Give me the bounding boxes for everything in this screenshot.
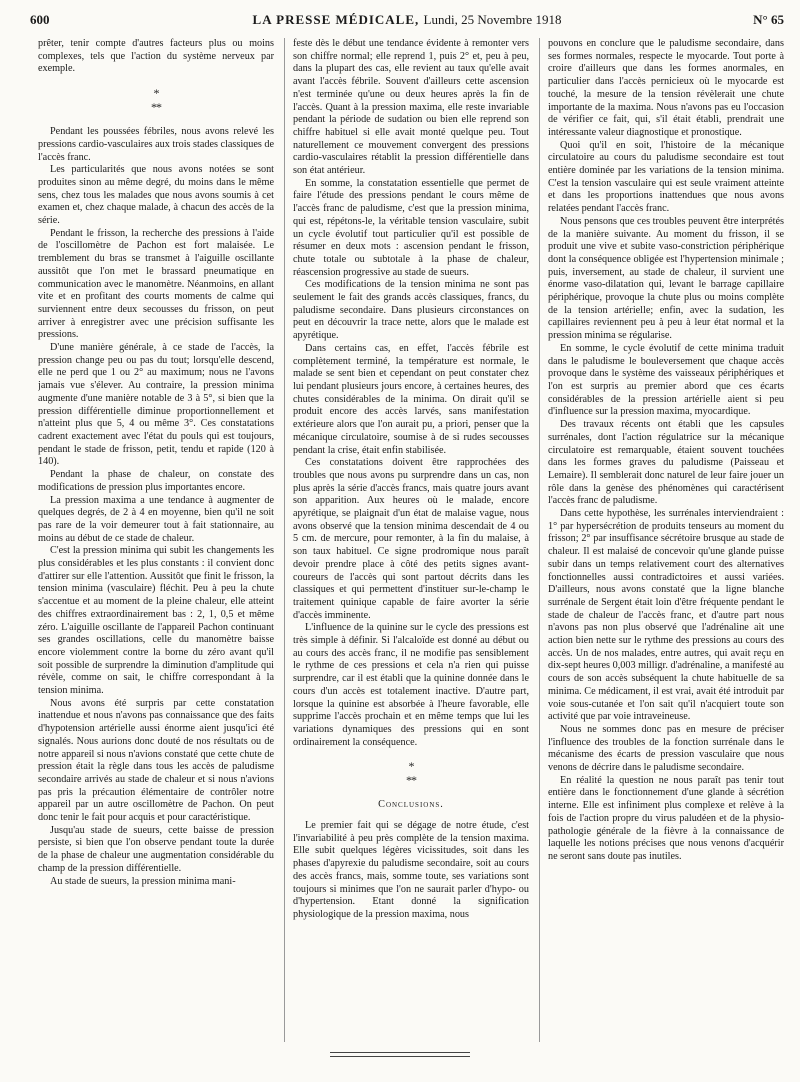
issue-number: N° 65: [753, 12, 784, 27]
issue-date: Lundi, 25 Novembre 1918: [423, 12, 562, 27]
page-number: 600: [30, 12, 50, 27]
paragraph: Nous avons été surpris par cette constatation inattendue et nous n'avons pas connaissance que des faits d'hypotension artérielle aussi énorme aient jusqu'ici été signalés. Nous aurions donc douté de nos résultats ou de notre appareil si nous n'avions constaté que cette chute de pression était la règle dans tous les accès de paludisme secondaire arrivés au stade de chaleur et si nous n'avions pas pris la précaution élémentaire de contrôler notre appareil par un autre oscillomètre de Pachon. On peut donc tenir le fait pour acquis et pour caractéristique.: [38, 697, 274, 824]
paragraph: Ces modifications de la tension minima ne sont pas seulement le fait des grands accès classiques, francs, du paludisme secondaire. Dans plusieurs circonstances on peut en découvrir la trace nette, alors que le malade est apyrétique.: [293, 279, 529, 342]
paragraph: Le premier fait qui se dégage de notre étude, c'est l'invariabilité à peu près complète de la tension maxima. Elle subit quelques légères vicissitudes, soit dans les phases d'apyrexie du paludisme secondaire, soit au cours des accès francs, mais, somme toute, ses variations sont toujours si minimes que l'on ne saurait parler d'hypo- ou d'hypertension. Etant donné la signification physiologique de la pression maxima, nous: [293, 820, 529, 920]
paragraph: Nous pensons que ces troubles peuvent être interprétés de la manière suivante. Au moment du frisson, il se produit une vive et subite vaso-constriction périphérique dont la conséquence obligée est l'hypertension minimale ; puis, inversement, au stade de chaleur, il survient une énorme vaso-dilatation qui, levant le barrage capillaire périphérique, provoque la chute plus ou moins complète de la tension artérielle; enfin, avec la sudation, les capillaires reviennent peu à peu à leur état normal et la pression minima se régularise.: [548, 215, 784, 342]
paragraph: Quoi qu'il en soit, l'histoire de la mécanique circulatoire au cours du paludisme secondaire est tout entière dominée par les variations de la tension minima. C'est la tension vasculaire qui est seule vraiment atteinte et dans les proportions inattendues que nous avons relatées pendant l'accès franc.: [548, 139, 784, 215]
paragraph: Au stade de sueurs, la pression minima mani-: [50, 875, 236, 887]
paragraph: D'une manière générale, à ce stade de l'accès, la pression change peu ou pas du tout; lorsqu'elle descend, elle ne perd que 1 ou 2° au maximum; nous ne l'avons jamais vue s'élever. Au contraire, la pression minima augmente d'une manière notable de 3 à 5°, si bien que la pression différentielle diminue proportionnellement et n'atteint plus que 5, 4 ou même 3°. Ces constatations cadrent exactement avec l'état du pouls qui est toujours, pendant le stade de frisson, petit, tendu et rapide (120 à 140).: [38, 342, 274, 468]
section-separator-asterism: * **: [406, 759, 416, 788]
paragraph: Pendant le frisson, la recherche des pressions à l'aide de l'oscillomètre de Pachon est fort malaisée. Le tremblement du bras se transmet à l'aiguille oscillante aussitôt que l'on met le brassard pneumatique en communication avec le manomètre. Néanmoins, en allant vite et en profitant des courts moments de calme qui surviennent entre deux secousses du frisson, on peut arriver à enregistrer avec une précision suffisante les pressions.: [38, 227, 274, 341]
paragraph: En réalité la question ne nous paraît pas tenir tout entière dans le fonctionnement d'une glande à sécrétion interne. Elle est infiniment plus complexe et relève à la fois de l'action propre du virus paludéen et de la physio-pathologie générale de la fièvre à la connaissance de laquelle les notions précises que nous venons d'acquérir ne seront sans doute pas inutiles.: [548, 774, 784, 862]
paragraph: C'est la pression minima qui subit les changements les plus considérables et les plus constants : il convient donc d'attirer sur elle l'attention. Aussitôt que finit le frisson, la tension minima (vasculaire) fléchit. Peu à peu la chute s'accentue et au moment de la pleine chaleur, elle atteint des chiffres extraordinairement bas : 2, 1, 0,5 et même zéro. L'aiguille oscillante de l'appareil Pachon continuant ses grandes oscillations, celle du manomètre baisse encore violemment contre la borne du zéro avant qu'il soit possible de surprendre la diminution d'amplitude qui révèle, comme on sait, le chiffre correspondant à la tension minima.: [38, 545, 274, 697]
paragraph: Dans cette hypothèse, les surrénales interviendraient : 1° par hypersécrétion de produits tenseurs au moment du frisson; 2° par insuffisance sécrétoire brusque au stade de chaleur. Il est malaisé de concevoir qu'une glande puisse subir dans un temps relativement court des alternatives fonctionnelles aussi contradictoires et aussi variées. D'ailleurs, nous avons constaté que la ligne blanche surrénale de Sergent était loin d'être fréquente pendant le stade de chaleur de l'accès franc, et d'autre part nous n'avons pas non plus observé que l'adrénaline ait une action bien nette sur le rythme des pressions au cours des accès. Un de nos malades, entre autres, qui avait reçu en dix-sept heures 0,003 milligr. d'adrénaline, a manifesté au cours de son accès subséquent la chute habituelle de sa minima. Ce médicament, il est vrai, avait été introduit par voie sous-cutanée et l'on sait qu'il n'acquiert toute son activité que par voie intraveineuse.: [548, 508, 784, 723]
column-3: [539, 38, 784, 1042]
paragraph: Dans certains cas, en effet, l'accès fébrile est complètement terminé, la température est normale, le malade se sent bien et cependant on peut constater chez lui pendant plusieurs jours encore, à certaines heures, des chutes considérables de la minima. On dirait qu'il se produit encore des accès larvés, sans manifestation extérieure alors que l'on aurait pu, a priori, penser que la mécanique circulatoire, soumise à de si rudes secousses pendant la crise, était enfin stabilisée.: [293, 342, 529, 456]
paragraph: La pression maxima a une tendance à augmenter de quelques degrés, de 2 à 4 en moyenne, bien qu'il ne soit pas rare de la voir demeurer tout à fait stationnaire, au moins au début de ce stade de chaleur.: [38, 494, 274, 544]
paragraph: feste dès le début une tendance évidente à remonter vers son chiffre normal; elle reprend 1, puis 2° et, peu à peu, dans la plupart des cas, elle revient au taux qu'elle avait avant l'accès fébrile. Souvent d'ailleurs cette ascension n'est terminée qu'une ou deux heures après la fin de l'accès. Quant à la pression maxima, elle reste invariable pendant la période de sudation ou bien elle reprend son chiffre habituel si elle avait monté quelque peu. Tout naturellement ce mouvement convergent des pressions cardio-vasculaires rétablit la pression différentielle dans son état antérieur.: [293, 38, 529, 177]
paragraph: En somme, la constatation essentielle que permet de faire l'étude des pressions pendant le cours même de l'accès franc de paludisme, c'est que la pression minima, qui est, répétons-le, la véritable tension vasculaire, subit un cycle évolutif tout particulier qu'il est possible de résumer en deux mots : ascension pendant le frisson, chute totale ou subtotale à la phase de chaleur, réascension progressive au stade de sueurs.: [293, 177, 529, 278]
paragraph: Pendant les poussées fébriles, nous avons relevé les pressions cardio-vasculaires aux trois stades classiques de l'accès franc.: [38, 126, 274, 163]
paragraph: Ces constatations doivent être rapprochées des troubles que nous avons pu surprendre dans un cas, non plus après la série d'accès francs, mais quatre jours avant son apparition. Aux heures où le malade, encore apyrétique, se plaignait d'un état de malaise vague, nous avons observé que la tension minima descendait de 4 ou 5 cm. de mercure, pour remonter, à la fin du malaise, à son taux habituel. Ce signe prodromique nous paraît devoir prendre place à côté des petits signes avant-coureurs de l'accès qui sont partout décrits dans les classiques et qui permettent d'instituer sur-le-champ le traitement quinique capable de faire avorter la série d'accès imminente.: [293, 457, 529, 621]
paragraph: Pendant la phase de chaleur, on constate des modifications de pression plus importantes encore.: [38, 469, 274, 493]
article-columns: [38, 38, 784, 1042]
paragraph: prêter, tenir compte d'autres facteurs plus ou moins complexes, tels que l'action du système nerveux par exemple.: [38, 38, 274, 75]
journal-name: LA PRESSE MÉDICALE,: [252, 12, 420, 27]
paragraph: Jusqu'au stade de sueurs, cette baisse de pression persiste, si bien que l'on observe pendant toute la durée de la phase de chaleur une augmentation considérable du champ de la pression différentielle.: [38, 824, 274, 874]
column-1: [38, 38, 274, 1042]
paragraph: pouvons en conclure que le paludisme secondaire, dans ses formes normales, respecte le myocarde. Tout porte à croire d'ailleurs que dans les formes anormales, en particulier dans l'accès pernicieux où le myocarde est touché, la mesure de la tension révèlerait une chute importante de la maxima. Nous n'avons pas eu l'occasion de vérifier ce fait, qui, s'il était établi, prendrait une intéressante valeur diagnostique et pronostique.: [548, 38, 784, 138]
section-heading-conclusions: Conclusions.: [378, 799, 444, 811]
page-header: [30, 12, 784, 34]
paragraph: Des travaux récents ont établi que les capsules surrénales, dont l'action régulatrice sur la mécanique circulatoire est remarquable, étaient souvent touchées dans les formes graves du paludisme (Paisseau et Lemaire). Il semblerait donc naturel de leur faire jouer un rôle dans la genèse des phénomènes qui caractérisent l'accès franc de paludisme.: [548, 419, 784, 507]
running-title: [30, 12, 784, 28]
column-2: [284, 38, 529, 1042]
paragraph: L'influence de la quinine sur le cycle des pressions est très simple à définir. Si l'alcaloïde est donné au début ou au cours des accès franc, il ne modifie pas sensiblement le rythme de ces pressions et cela n'a rien qui puisse surprendre, car il est établi que la quinine donnée dans le cours d'un accès est totalement inactive. D'autre part, lorsque la quinine est absorbée à l'heure favorable, elle supprime l'accès prochain et en même temps que lui les variations dynamiques des pressions qui en sont ordinairement la conséquence.: [293, 622, 529, 748]
paragraph: Nous ne sommes donc pas en mesure de préciser l'influence des troubles de la fonction surrénale dans le mécanisme des écarts de pression vasculaire que nous venons de décrire dans le paludisme secondaire.: [548, 723, 784, 774]
paragraph: En somme, le cycle évolutif de cette minima traduit dans le paludisme le bouleversement que chaque accès provoque dans le système des vaisseaux périphériques et l'on est surpris au premier abord que ces écarts considérables de la pression artérielle aient si peu d'influence sur la pression maxima, myocardique.: [548, 342, 784, 418]
paragraph: Les particularités que nous avons notées se sont produites sinon au même degré, du moins dans le même sens, chez tous les malades que nous avons soumis à cet examen et, chez chaque malade, à chacun des accès de la série.: [38, 164, 274, 227]
section-separator-asterism: * **: [151, 86, 161, 115]
end-of-article-rule: [330, 1052, 470, 1057]
